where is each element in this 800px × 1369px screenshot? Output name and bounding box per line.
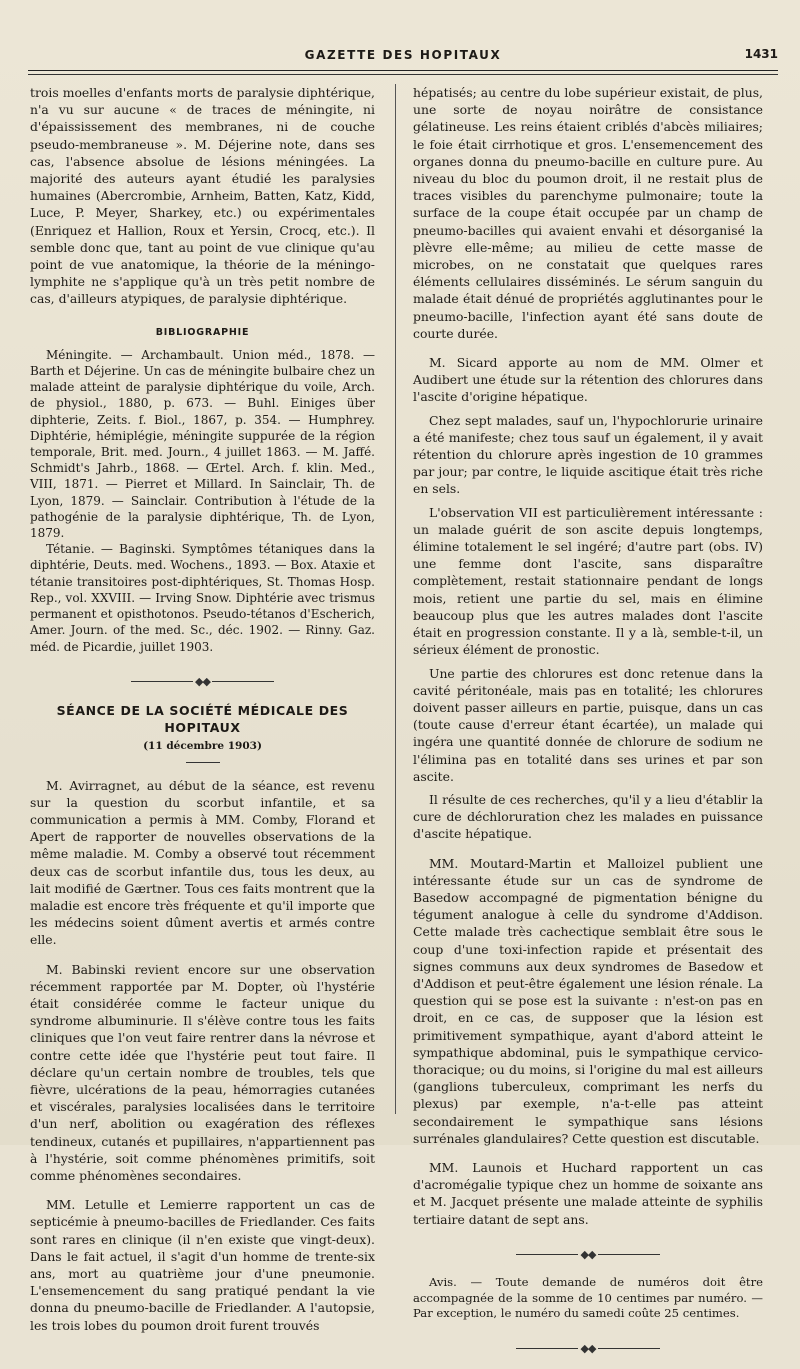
section-date: (11 décembre 1903): [143, 740, 262, 753]
paragraph: MM. Letulle et Lemierre rapportent un cas de septicémie à pneumo-bacilles de Friedlander. Ces faits sont rares en clinique (il n'en existe que vingt-deux). Dans le fait actuel, il s'agit d'un homme de trente-six ans, mort au quatrième jour d'une pneumonie. L'ensemencement du sang pratiqué pendant la vie donna du pneumo-bacille de Friedlander. A l'autopsie, les trois lobes du poumon droit furent trouvés: [30, 1197, 375, 1333]
small-rule: [186, 762, 220, 763]
right-column: [413, 84, 763, 1369]
notice-avis: Avis. — Toute demande de numéros doit être accompagnée de la somme de 10 centimes par numéro. — Par exception, le numéro du samedi coûte 25 centimes.: [413, 1275, 763, 1320]
section-title: SÉANCE DE LA SOCIÉTÉ MÉDICALE DES HOPITAUX: [56, 702, 349, 736]
paragraph: M. Avirragnet, au début de la séance, est revenu sur la question du scorbut infantile, et sa communication a permis à MM. Comby, Florand et Apert de rapporter de nouvelles observations de la même maladie. M. Comby a observé tout récemment deux cas de scorbut infantile dus, tous les deux, au lait modifié de Gærtner. Tous ces faits montrent que la maladie est encore très fréquente et qu'il importe que les médecins soient dûment avertis et armés contre elle.: [30, 777, 375, 948]
section-ornament: ◆◆: [30, 673, 375, 690]
page-header: [28, 44, 778, 66]
running-title: GAZETTE DES HOPITAUX: [304, 48, 502, 62]
column-divider: [395, 84, 396, 1114]
paragraph: Chez sept malades, sauf un, l'hypochlorurie urinaire a été manifeste; chez tous sauf un également, il y avait rétention du chlorure après ingestion de 10 grammes par jour; par contre, le liquide ascitique était très riche en sels.: [413, 412, 763, 497]
bibliography-entry-meningite: Méningite. — Archambault. Union méd., 1878. — Barth et Déjerine. Un cas de méningite bulbaire chez un malade atteint de paralysie diphtérique du voile, Arch. de physiol., 1880, p. 673. — Buhl. Einiges über diphterie, Zeits. f. Biol., 1867, p. 354. — Humphrey. Diphtérie, hémiplégie, méningite suppurée de la région temporale, Brit. med. Journ., 4 juillet 1863. — M. Jaffé. Schmidt's Jahrb., 1868. — Œrtel. Arch. f. klin. Med., VIII, 1871. — Pierret et Millard. In Sainclair, Th. de Lyon, 1879. — Sainclair. Contribution à l'étude de la pathogénie de la paralysie diphtérique, Th. de Lyon, 1879.: [30, 347, 375, 541]
bibliography-entry-tetanie: Tétanie. — Baginski. Symptômes tétaniques dans la diphtérie, Deuts. med. Wochens., 1893. — Box. Ataxie et tétanie transitoires post-diphtériques, St. Thomas Hosp. Rep., vol. XXVIII. — Irving Snow. Diphtérie avec trismus permanent et opisthotonos. Pseudo-tétanos d'Escherich, Amer. Journ. of the med. Sc., déc. 1902. — Rinny. Gaz. méd. de Picardie, juillet 1903.: [30, 542, 375, 654]
header-rule-thin: [28, 74, 778, 75]
paragraph: L'observation VII est particulièrement intéressante : un malade guérit de son ascite depuis longtemps, élimine totalement le sel ingéré; d'autre part (obs. IV) une femme dont l'ascite, sans disparaître complètement, restait stationnaire pendant de longs mois, retient une partie du sel, mais en élimine beaucoup plus que les autres malades dont l'ascite était en progression constante. Il y a là, semble-t-il, un sérieux élément de pronostic.: [413, 504, 763, 658]
left-column: [30, 84, 375, 1334]
bibliography-heading: BIBLIOGRAPHIE: [155, 326, 250, 338]
section-ornament: ◆◆: [413, 1246, 763, 1263]
paragraph: MM. Moutard-Martin et Malloizel publient une intéressante étude sur un cas de syndrome de Basedow accompagné de pigmentation bénigne du tégument analogue à celle du syndrome d'Addison. Cette malade très cachectique semblait être sous le coup d'une toxi-infection rapide et présentait des signes communs aux deux syndromes de Basedow et d'Addison et peut-être également une lésion rénale. La question qui se pose est la suivante : n'est-on pas en droit, en ce cas, de supposer que la lésion est primitivement sympathique, ayant d'abord atteint le sympathique abdominal, puis le sympathique cervico-thoracique; ou du moins, si l'origine du mal est ailleurs (ganglions tuberculeux, comprimant les nerfs du plexus) par exemple, n'a-t-elle pas atteint secondairement le sympathique sans lésions surrénales glandulaires? Cette question est discutable.: [413, 855, 763, 1146]
paragraph: Une partie des chlorures est donc retenue dans la cavité péritonéale, mais pas en totalité; les chlorures doivent passer ailleurs en partie, puisque, dans un cas (toute cause d'erreur étant écartée), un malade qui ingéra une quantité donnée de chlorure de sodium ne l'élimina pas en totalité dans ses urines et par son ascite.: [413, 665, 763, 784]
header-rule: [28, 70, 778, 71]
section-ornament: ◆◆: [413, 1340, 763, 1357]
paragraph: Il résulte de ces recherches, qu'il y a lieu d'établir la cure de déchloruration chez les malades en puissance d'ascite hépatique.: [413, 791, 763, 842]
bibliography: [30, 347, 375, 655]
paragraph: M. Babinski revient encore sur une observation récemment rapportée par M. Dopter, où l'hystérie était considérée comme le facteur unique du syndrome albuminurie. Il s'élève contre tous les faits cliniques que l'on veut faire rentrer dans la névrose et contre cette idée que l'hystérie peut tout faire. Il déclare qu'un certain nombre de troubles, tels que fièvre, ulcérations de la peau, hémorragies cutanées et viscérales, paralysies localisées dans le territoire d'un nerf, abolition ou exagération des réflexes tendineux, cutanés et pupillaires, n'appartiennent pas à l'hystérie, soit comme phénomènes primitifs, soit comme phénomènes secondaires.: [30, 961, 375, 1183]
paragraph: trois moelles d'enfants morts de paralysie diphtérique, n'a vu sur aucune « de traces de méningite, ni d'épaississement des membranes, ni de couche pseudo-membraneuse ». M. Déjerine note, dans ses cas, l'absence absolue de lésions méningées. La majorité des auteurs ayant étudié les paralysies humaines (Abercrombie, Arnheim, Batten, Katz, Kidd, Luce, P. Meyer, Sharkey, etc.) ou expérimentales (Enriquez et Hallion, Roux et Yersin, Crocq, etc.). Il semble donc que, tant au point de vue clinique qu'au point de vue anatomique, la théorie de la méningo-lymphite ne s'applique qu'à un très petit nombre de cas, d'ailleurs atypiques, de paralysie diphtérique.: [30, 85, 375, 307]
paragraph: M. Sicard apporte au nom de MM. Olmer et Audibert une étude sur la rétention des chlorures dans l'ascite d'origine hépatique.: [413, 355, 763, 405]
paragraph: MM. Launois et Huchard rapportent un cas d'acromégalie typique chez un homme de soixante ans et M. Jacquet présente une malade atteinte de syphilis tertiaire datant de sept ans.: [413, 1159, 763, 1227]
page-number: 1431: [744, 47, 778, 61]
paragraph: hépatisés; au centre du lobe supérieur existait, de plus, une sorte de noyau noirâtre de consistance gélatineuse. Les reins étaient criblés d'abcès miliaires; le foie était cirrhotique et gros. L'ensemencement des organes donna du pneumo-bacille en culture pure. Au niveau du bloc du poumon droit, il ne restait plus de traces visibles du parenchyme pulmonaire; toute la surface de la coupe était occupée par un champ de pneumo-bacilles qui avaient envahi et désorganisé la plèvre elle-même; au milieu de cette masse de microbes, on ne constatait que quelques rares éléments cellulaires disséminés. Le sérum sanguin du malade était dénué de propriétés agglutinantes pour le pneumo-bacille, l'infection ayant été sans doute de courte durée.: [413, 85, 763, 341]
